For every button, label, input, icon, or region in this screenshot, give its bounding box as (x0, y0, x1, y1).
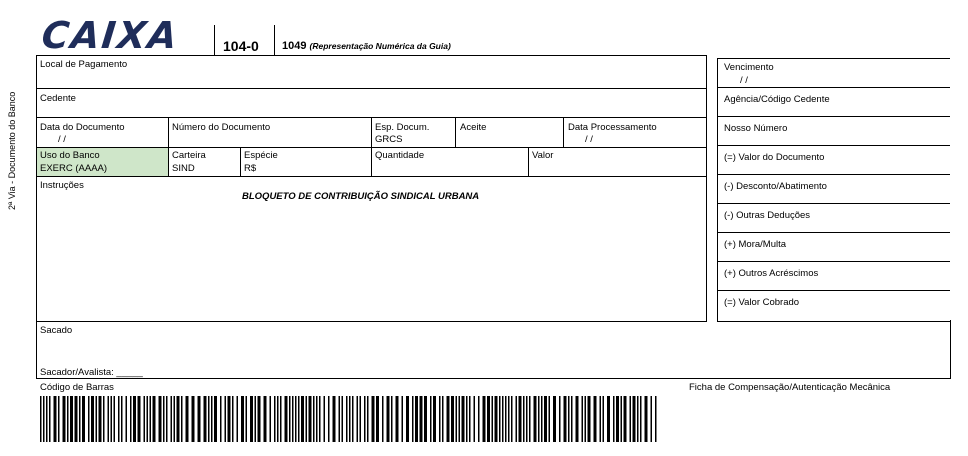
barcode-bar (58, 396, 60, 442)
barcode-bar (534, 396, 537, 442)
mora-label: (+) Mora/Multa (724, 239, 787, 250)
barcode-bar (367, 396, 369, 442)
barcode-bar (526, 396, 528, 442)
local-pagamento-label: Local de Pagamento (40, 59, 128, 70)
barcode-bar (103, 396, 105, 442)
valor-label: Valor (532, 150, 554, 161)
barcode-bar (133, 396, 136, 442)
nosso-numero-box (717, 116, 950, 147)
barcode-bar (600, 396, 602, 442)
barcode-bar (402, 396, 404, 442)
barcode-bar (289, 396, 291, 442)
barcode-bar (466, 396, 468, 442)
main-form-frame (36, 55, 707, 322)
barcode-bar (46, 396, 48, 442)
barcode-bar (492, 396, 494, 442)
valor-cobrado-box (717, 290, 950, 322)
barcode-bar (63, 396, 66, 442)
barcode-bar (147, 396, 149, 442)
agencia-label: Agência/Código Cedente (724, 94, 830, 105)
barcode-bar (544, 396, 547, 442)
barcode-bar (523, 396, 525, 442)
barcode-bar (301, 396, 304, 442)
barcode-bar (118, 396, 120, 442)
barcode-bar (298, 396, 300, 442)
barcode-bar (177, 396, 180, 442)
data-processamento-label: Data Processamento (568, 122, 657, 133)
barcode-bar (43, 396, 45, 442)
barcode-bar (241, 396, 244, 442)
barcode-bar (651, 396, 653, 442)
barcode-bar (499, 396, 501, 442)
barcode-bar (342, 396, 344, 442)
barcode-bar (232, 396, 234, 442)
barcode-bar (396, 396, 399, 442)
barcode-bar (324, 396, 326, 442)
barcode-bar (630, 396, 632, 442)
esp-docum-value: GRCS (375, 134, 403, 145)
barcode-bar (346, 396, 348, 442)
barcode-bar (220, 396, 222, 442)
col-divider (371, 117, 372, 147)
col-divider (528, 147, 529, 176)
esp-docum-label: Esp. Docum. (375, 122, 430, 133)
barcode-bar (462, 396, 465, 442)
valor-documento-label: (=) Valor do Documento (724, 152, 825, 163)
barcode-bar (88, 396, 90, 442)
uso-banco-label: Uso do Banco (40, 150, 100, 161)
barcode-bar (568, 396, 570, 442)
barcode-bar (174, 396, 176, 442)
barcode-bar (96, 396, 98, 442)
barcode-bar (640, 396, 642, 442)
col-divider (240, 147, 241, 176)
barcode-bar (424, 396, 427, 442)
barcode-bar (559, 396, 561, 442)
sacado-label: Sacado (40, 325, 73, 336)
barcode-bar (192, 396, 195, 442)
barcode-bar (538, 396, 540, 442)
barcode-bar (456, 396, 458, 442)
carteira-label: Carteira (172, 150, 206, 161)
form-number-code: 1049 (282, 40, 307, 52)
quantidade-label: Quantidade (375, 150, 425, 161)
sacador-text: Sacador/Avalista: (40, 367, 114, 378)
vencimento-value: / / (740, 75, 748, 86)
col-divider (168, 147, 169, 176)
barcode-bar (108, 396, 110, 442)
barcode-bar (442, 396, 444, 442)
vencimento-box (717, 58, 950, 89)
cedente-label: Cedente (40, 93, 76, 104)
header-divider-1 (214, 25, 215, 55)
barcode-bar (186, 396, 189, 442)
header-divider-2 (274, 25, 275, 55)
barcode-bar (114, 396, 116, 442)
barcode-bar (163, 396, 165, 442)
barcode-bar (270, 396, 272, 442)
sacador-blank: _____ (116, 367, 143, 378)
barcode-bar (204, 396, 207, 442)
barcode-bar (387, 396, 390, 442)
barcode-bar (99, 396, 102, 442)
barcode-bar (607, 396, 610, 442)
barcode-bar (285, 396, 288, 442)
barcode-bar (495, 396, 498, 442)
barcode-bar (553, 396, 556, 442)
side-label: 2ª Via - Documento do Banco (7, 91, 17, 210)
barcode-bar (637, 396, 639, 442)
barcode-bar (339, 396, 341, 442)
data-processamento-value: / / (585, 134, 593, 145)
outras-deducoes-label: (-) Outras Deduções (724, 210, 811, 221)
barcode-bar (376, 396, 379, 442)
barcode-bar (349, 396, 351, 442)
barcode-bar (564, 396, 567, 442)
col-divider (455, 117, 456, 147)
barcode-bar (541, 396, 543, 442)
barcode-bar (505, 396, 507, 442)
barcode-bar (447, 396, 450, 442)
barcode-bar (111, 396, 113, 442)
barcode-bar (508, 396, 510, 442)
barcode-bar (645, 396, 648, 442)
barcode-bar (616, 396, 619, 442)
barcode-bar (67, 396, 69, 442)
data-documento-label: Data do Documento (40, 122, 125, 133)
barcode-bar (372, 396, 375, 442)
barcode-bar (420, 396, 423, 442)
barcode-bar (406, 396, 409, 442)
barcode-bar (171, 396, 173, 442)
barcode-bar (130, 396, 132, 442)
nosso-numero-label: Nosso Número (724, 123, 788, 134)
barcode-bar (150, 396, 152, 442)
barcode-bar (487, 396, 490, 442)
barcode-bar (415, 396, 418, 442)
barcode-bar (382, 396, 384, 442)
aceite-label: Aceite (460, 122, 487, 133)
codigo-barras-label: Código de Barras (40, 382, 114, 393)
barcode-bar (633, 396, 636, 442)
barcode-bar (439, 396, 441, 442)
barcode-bar (144, 396, 146, 442)
barcode-bar (214, 396, 217, 442)
barcode-bar (594, 396, 597, 442)
barcode-bar (391, 396, 393, 442)
form-subtitle: (Representação Numérica da Guia) (309, 41, 451, 51)
agencia-box (717, 87, 950, 118)
barcode-bar (333, 396, 336, 442)
barcode-bar (166, 396, 168, 442)
mora-box (717, 232, 950, 263)
barcode-bar (364, 396, 366, 442)
barcode-bar (159, 396, 162, 442)
barcode-bar (121, 396, 123, 442)
data-documento-value: / / (58, 134, 66, 145)
carteira-value: SIND (172, 163, 195, 174)
barcode-bar (75, 396, 78, 442)
bank-code: 104-0 (223, 38, 259, 54)
barcode-bar (571, 396, 573, 442)
barcode-bar (250, 396, 253, 442)
vencimento-label: Vencimento (724, 62, 774, 73)
barcode-bar (502, 396, 504, 442)
barcode-bar (82, 396, 85, 442)
especie-label: Espécie (244, 150, 278, 161)
barcode-bar (459, 396, 461, 442)
barcode-bar (228, 396, 231, 442)
barcode-bar (511, 396, 513, 442)
acrescimos-box (717, 261, 950, 292)
barcode-bar (582, 396, 584, 442)
desconto-box (717, 174, 950, 205)
instrucoes-text: BLOQUETO DE CONTRIBUIÇÃO SINDICAL URBANA (242, 191, 480, 202)
barcode-bar (516, 396, 518, 442)
col-divider (168, 117, 169, 147)
caixa-logo: CAIXA (39, 14, 181, 57)
sacador-label (40, 367, 143, 378)
barcode-bar (237, 396, 239, 442)
especie-value: R$ (244, 163, 257, 174)
barcode-bar (316, 396, 318, 442)
barcode-bar (357, 396, 359, 442)
barcode-bar (585, 396, 587, 442)
barcode-bar (277, 396, 279, 442)
row-divider (36, 88, 706, 89)
barcode-bar (478, 396, 480, 442)
barcode-bar (280, 396, 282, 442)
row-divider (36, 176, 706, 177)
desconto-label: (-) Desconto/Abatimento (724, 181, 827, 192)
barcode-bar (306, 396, 308, 442)
barcode-bar (70, 396, 73, 442)
barcode-bar (430, 396, 432, 442)
numero-documento-label: Número do Documento (172, 122, 271, 133)
barcode-bar (309, 396, 312, 442)
barcode-bar (274, 396, 276, 442)
barcode-bar (49, 396, 51, 442)
barcode-bar (529, 396, 531, 442)
barcode-bar (328, 396, 330, 442)
barcode-image (40, 396, 660, 442)
barcode-bar (412, 396, 414, 442)
barcode-bar (588, 396, 591, 442)
col-divider (563, 117, 564, 147)
barcode-bar (292, 396, 294, 442)
barcode-bar (208, 396, 210, 442)
barcode-bar (295, 396, 297, 442)
form-number (282, 40, 451, 52)
barcode-bar (153, 396, 156, 442)
barcode-bar (211, 396, 213, 442)
barcode-bar (451, 396, 454, 442)
barcode-bar (79, 396, 81, 442)
barcode-bar (126, 396, 128, 442)
valor-documento-box (717, 145, 950, 176)
barcode-bar (549, 396, 551, 442)
barcode-bar (474, 396, 476, 442)
uso-banco-value: EXERC (AAAA) (40, 163, 108, 174)
barcode-bar (624, 396, 627, 442)
col-divider (371, 147, 372, 176)
barcode-bar (198, 396, 201, 442)
barcode-bar (360, 396, 362, 442)
barcode-bar (40, 396, 42, 442)
barcode-bar (246, 396, 248, 442)
ficha-compensacao-label: Ficha de Compensação/Autenticação Mecânica (689, 382, 891, 393)
valor-cobrado-label: (=) Valor Cobrado (724, 297, 800, 308)
barcode-bar (519, 396, 522, 442)
barcode-bar (91, 396, 94, 442)
barcode-bar (225, 396, 227, 442)
barcode-bar (483, 396, 486, 442)
instrucoes-label: Instruções (40, 180, 84, 191)
barcode-bar (655, 396, 657, 442)
barcode-bar (181, 396, 183, 442)
barcode-bar (54, 396, 57, 442)
barcode-bar (469, 396, 471, 442)
barcode-bar (255, 396, 257, 442)
barcode-bar (352, 396, 354, 442)
barcode-bar (258, 396, 261, 442)
barcode-bar (319, 396, 321, 442)
barcode-bar (138, 396, 141, 442)
barcode-bar (613, 396, 615, 442)
acrescimos-label: (+) Outros Acréscimos (724, 268, 819, 279)
barcode-bar (621, 396, 623, 442)
outras-deducoes-box (717, 203, 950, 234)
barcode-bar (313, 396, 315, 442)
barcode-bar (576, 396, 579, 442)
barcode-bar (264, 396, 267, 442)
barcode-bar (433, 396, 436, 442)
barcode-bar (603, 396, 605, 442)
sacado-frame (36, 320, 951, 379)
